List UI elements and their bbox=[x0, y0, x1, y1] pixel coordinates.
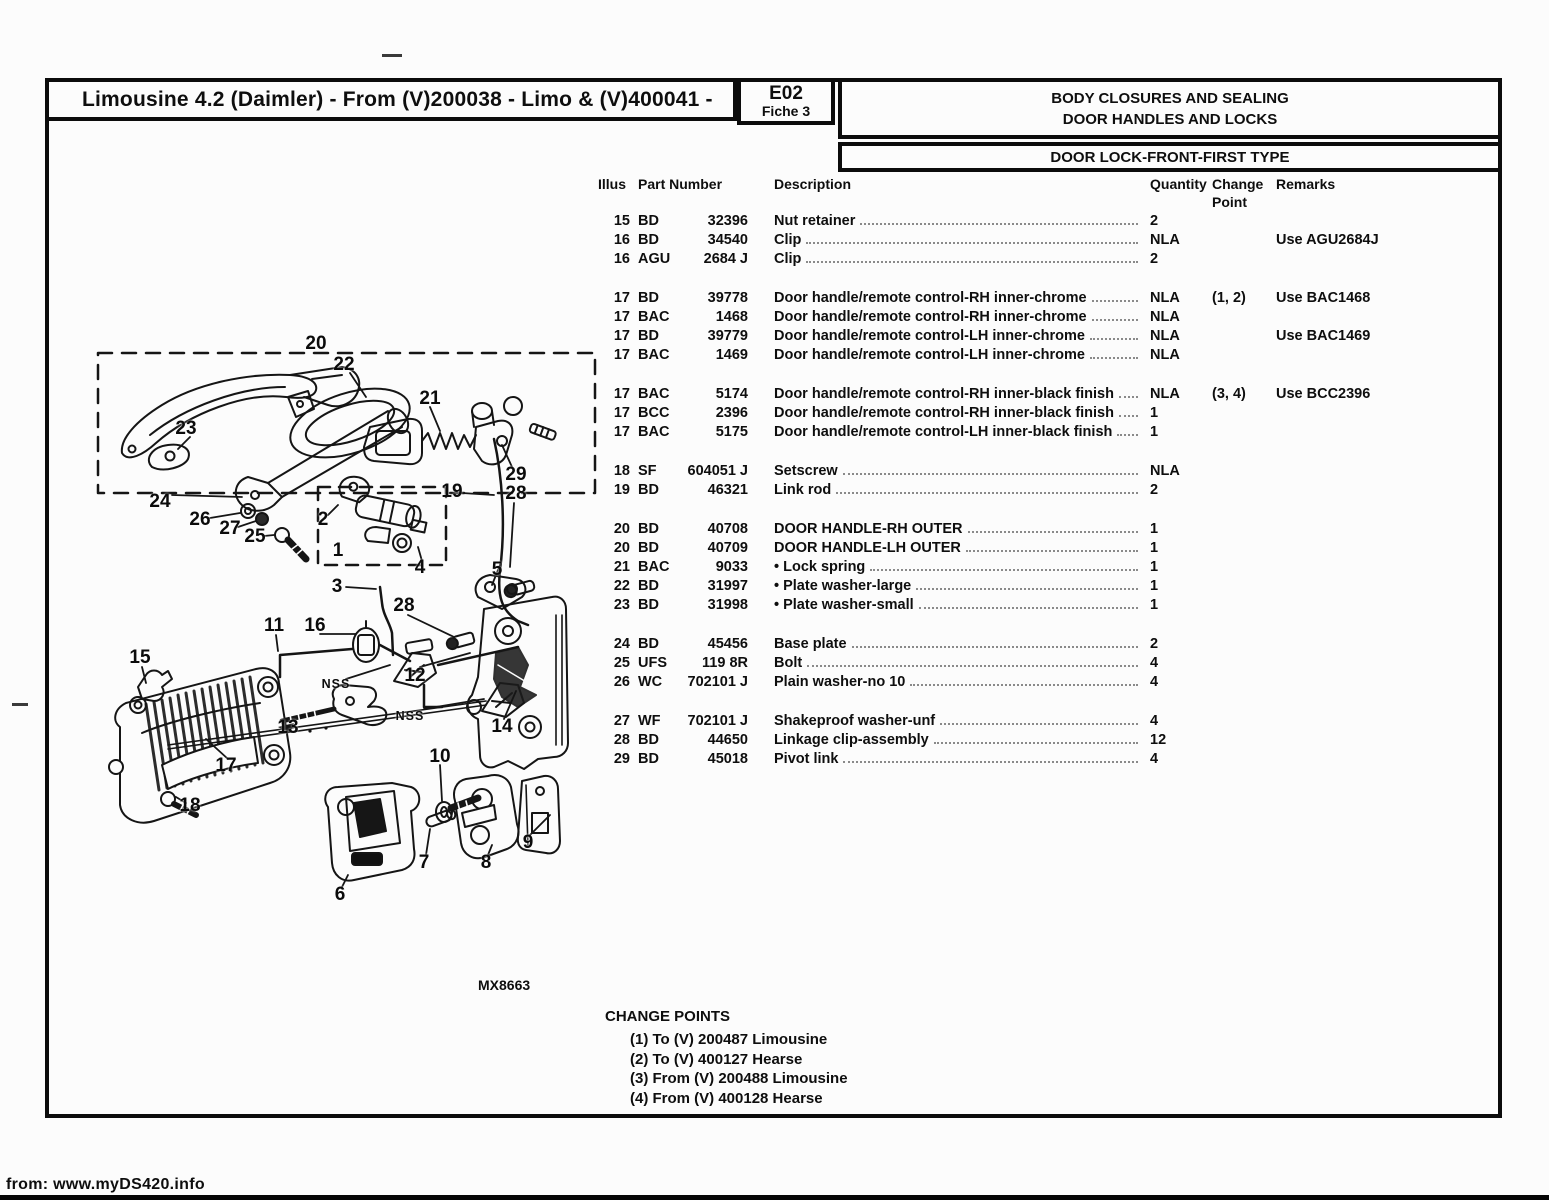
dot-leader bbox=[1119, 396, 1138, 398]
callout-28: 28 bbox=[393, 595, 415, 616]
section-title-line2: DOOR HANDLES AND LOCKS bbox=[1062, 110, 1278, 128]
cell-part-prefix: BD bbox=[638, 597, 659, 613]
cell-quantity: 4 bbox=[1150, 674, 1159, 690]
cell-quantity: 1 bbox=[1150, 559, 1159, 575]
cell-part-number: 34540 bbox=[707, 232, 748, 248]
scan-artifact bbox=[12, 703, 28, 706]
cell-quantity: 1 bbox=[1150, 521, 1159, 537]
cell-quantity: NLA bbox=[1150, 328, 1180, 344]
cell-part-prefix: BD bbox=[638, 482, 659, 498]
cell-part-prefix: BD bbox=[638, 751, 659, 767]
parts-table-group bbox=[598, 463, 1504, 501]
cell-quantity: 4 bbox=[1150, 751, 1159, 767]
cell-quantity: NLA bbox=[1150, 347, 1180, 363]
cell-illus: 17 bbox=[613, 290, 630, 306]
cell-quantity: 1 bbox=[1150, 597, 1159, 613]
callout-18: 18 bbox=[179, 795, 201, 816]
subsection-title: DOOR LOCK-FRONT-FIRST TYPE bbox=[1050, 148, 1290, 166]
cell-quantity: 1 bbox=[1150, 540, 1159, 556]
cell-illus: 15 bbox=[613, 213, 630, 229]
cell-quantity: NLA bbox=[1150, 309, 1180, 325]
cell-part-prefix: BD bbox=[638, 232, 659, 248]
cell-illus: 20 bbox=[613, 540, 630, 556]
cell-description: DOOR HANDLE-LH OUTER bbox=[774, 540, 1146, 556]
cell-quantity: NLA bbox=[1150, 463, 1180, 479]
dot-leader bbox=[916, 588, 1138, 590]
table-row bbox=[598, 309, 1504, 328]
callout-25: 25 bbox=[244, 526, 266, 547]
callout-3: 3 bbox=[331, 576, 343, 597]
cell-part-prefix: BD bbox=[638, 540, 659, 556]
cell-part-prefix: BAC bbox=[638, 309, 670, 325]
scan-artifact bbox=[382, 54, 402, 57]
parts-table-group bbox=[598, 636, 1504, 693]
dot-leader bbox=[1092, 300, 1138, 302]
callout-5: 5 bbox=[491, 559, 503, 580]
cell-illus: 17 bbox=[613, 424, 630, 440]
cell-illus: 17 bbox=[613, 405, 630, 421]
dot-leader bbox=[806, 242, 1138, 244]
callout-16: 16 bbox=[304, 615, 326, 636]
table-row bbox=[598, 655, 1504, 674]
cell-part-number: 702101 J bbox=[687, 674, 748, 690]
cell-quantity: 1 bbox=[1150, 405, 1159, 421]
table-row bbox=[598, 463, 1504, 482]
cell-illus: 26 bbox=[613, 674, 630, 690]
change-point-item: (3) From (V) 200488 Limousine bbox=[630, 1070, 848, 1087]
col-change-line2: Point bbox=[1212, 193, 1247, 210]
table-row bbox=[598, 251, 1504, 270]
parts-table-group bbox=[598, 386, 1504, 443]
callout-26: 26 bbox=[189, 509, 211, 530]
cell-part-number: 40708 bbox=[707, 521, 748, 537]
table-row bbox=[598, 713, 1504, 732]
parts-table-body bbox=[598, 213, 1504, 770]
callout-11: 11 bbox=[263, 615, 285, 636]
callout-12: 12 bbox=[404, 665, 426, 686]
cell-description: Door handle/remote control-RH inner-black finish bbox=[774, 386, 1146, 402]
callout-15: 15 bbox=[129, 647, 151, 668]
parts-table-group bbox=[598, 521, 1504, 616]
cell-part-prefix: BD bbox=[638, 578, 659, 594]
col-remarks: Remarks bbox=[1276, 176, 1336, 192]
callout-17: 17 bbox=[215, 755, 237, 776]
table-row bbox=[598, 674, 1504, 693]
cell-description: • Plate washer-large bbox=[774, 578, 1146, 594]
table-row bbox=[598, 347, 1504, 366]
cell-description: Nut retainer bbox=[774, 213, 1146, 229]
table-row bbox=[598, 405, 1504, 424]
cell-quantity: 4 bbox=[1150, 713, 1159, 729]
parts-table bbox=[598, 176, 1504, 790]
parts-table-group bbox=[598, 290, 1504, 366]
cell-illus: 27 bbox=[613, 713, 630, 729]
cell-illus: 17 bbox=[613, 328, 630, 344]
callout-7: 7 bbox=[418, 852, 430, 873]
striker-8 bbox=[454, 775, 519, 858]
cell-quantity: 2 bbox=[1150, 251, 1159, 267]
cell-quantity: NLA bbox=[1150, 232, 1180, 248]
cell-part-number: 45018 bbox=[707, 751, 748, 767]
dot-leader bbox=[807, 665, 1138, 667]
fiche-number: Fiche 3 bbox=[761, 103, 811, 120]
col-quantity: Quantity bbox=[1150, 176, 1207, 192]
callout-14: 14 bbox=[491, 716, 513, 737]
callout-nss: NSS bbox=[395, 709, 425, 723]
dot-leader bbox=[843, 473, 1138, 475]
parts-table-group bbox=[598, 213, 1504, 270]
latch-block-6 bbox=[325, 783, 419, 881]
table-row bbox=[598, 751, 1504, 770]
table-row bbox=[598, 328, 1504, 347]
col-change-line1: Change bbox=[1212, 176, 1264, 192]
lock-barrel bbox=[334, 474, 433, 533]
table-row bbox=[598, 521, 1504, 540]
change-points-list bbox=[605, 1030, 848, 1108]
cell-part-prefix: WC bbox=[638, 674, 663, 690]
change-points bbox=[605, 1008, 848, 1108]
callout-22: 22 bbox=[333, 354, 355, 375]
cell-part-number: 2396 bbox=[715, 405, 748, 421]
cell-change-point: (3, 4) bbox=[1212, 386, 1246, 402]
callout-21: 21 bbox=[419, 388, 441, 409]
cell-quantity: 2 bbox=[1150, 482, 1159, 498]
cell-description: Door handle/remote control-RH inner-black finish bbox=[774, 405, 1146, 421]
clip-16 bbox=[353, 628, 379, 662]
cell-illus: 22 bbox=[613, 578, 630, 594]
dot-leader bbox=[806, 261, 1138, 263]
callout-28: 28 bbox=[505, 483, 527, 504]
callout-nss: NSS bbox=[321, 677, 351, 691]
cell-quantity: 2 bbox=[1150, 213, 1159, 229]
cell-remarks: Use AGU2684J bbox=[1276, 232, 1379, 248]
cell-part-number: 32396 bbox=[707, 213, 748, 229]
cell-part-prefix: BAC bbox=[638, 424, 670, 440]
callout-10: 10 bbox=[429, 746, 451, 767]
callout-4: 4 bbox=[414, 557, 426, 578]
cell-quantity: 1 bbox=[1150, 578, 1159, 594]
fiche-reference-box bbox=[737, 78, 835, 125]
cell-part-number: 604051 J bbox=[687, 463, 748, 479]
callout-29: 29 bbox=[505, 464, 527, 485]
change-point-item: (4) From (V) 400128 Hearse bbox=[630, 1089, 823, 1107]
cell-part-prefix: BD bbox=[638, 290, 659, 306]
callout-24: 24 bbox=[149, 491, 171, 512]
cell-illus: 28 bbox=[613, 732, 630, 748]
subsection-title-box bbox=[838, 142, 1502, 172]
cell-part-prefix: BAC bbox=[638, 347, 670, 363]
dot-leader bbox=[968, 531, 1139, 533]
table-row bbox=[598, 636, 1504, 655]
cell-description: Base plate bbox=[774, 636, 1146, 652]
cell-description: Door handle/remote control-RH inner-chrome bbox=[774, 290, 1146, 306]
callout-1: 1 bbox=[332, 540, 344, 561]
cell-part-number: 31997 bbox=[707, 578, 748, 594]
callout-2: 2 bbox=[317, 509, 329, 530]
col-part-number: Part Number bbox=[638, 176, 723, 192]
cell-change-point: (1, 2) bbox=[1212, 290, 1246, 306]
cell-remarks: Use BAC1469 bbox=[1276, 328, 1371, 344]
callout-20: 20 bbox=[305, 333, 327, 354]
cell-part-prefix: UFS bbox=[638, 655, 667, 671]
cell-part-prefix: BAC bbox=[638, 559, 670, 575]
cell-part-prefix: BD bbox=[638, 732, 659, 748]
cell-illus: 24 bbox=[613, 636, 630, 652]
cell-illus: 29 bbox=[613, 751, 630, 767]
figure-code: MX8663 bbox=[478, 977, 531, 993]
dot-leader bbox=[940, 723, 1138, 725]
cell-description: • Lock spring bbox=[774, 559, 1146, 575]
cell-illus: 20 bbox=[613, 521, 630, 537]
change-point-item: (2) To (V) 400127 Hearse bbox=[630, 1050, 803, 1068]
callout-19: 19 bbox=[441, 481, 463, 502]
table-row bbox=[598, 424, 1504, 443]
cell-part-number: 119 8R bbox=[702, 655, 748, 671]
table-row bbox=[598, 213, 1504, 232]
dot-leader bbox=[860, 223, 1138, 225]
cell-part-prefix: BD bbox=[638, 636, 659, 652]
door-lock-body bbox=[467, 575, 568, 769]
cell-part-number: 31998 bbox=[707, 597, 748, 613]
dot-leader bbox=[1117, 434, 1138, 436]
col-change-point bbox=[1212, 176, 1276, 211]
dot-leader bbox=[852, 646, 1138, 648]
cell-part-number: 1468 bbox=[715, 309, 748, 325]
cell-quantity: 1 bbox=[1150, 424, 1159, 440]
cell-part-prefix: BD bbox=[638, 521, 659, 537]
cell-part-number: 39778 bbox=[707, 290, 748, 306]
dot-leader bbox=[843, 761, 1138, 763]
cell-description: Link rod bbox=[774, 482, 1146, 498]
dot-leader bbox=[836, 492, 1138, 494]
callout-13: 13 bbox=[277, 717, 299, 738]
door-handle-outer bbox=[122, 367, 359, 457]
dot-leader bbox=[919, 607, 1138, 609]
table-row bbox=[598, 732, 1504, 751]
cell-description: Shakeproof washer-unf bbox=[774, 713, 1146, 729]
cell-part-prefix: BD bbox=[638, 328, 659, 344]
page-title-text: Limousine 4.2 (Daimler) - From (V)200038 - Limo & (V)400041 - bbox=[82, 87, 713, 111]
cell-description: Pivot link bbox=[774, 751, 1146, 767]
col-description: Description bbox=[774, 176, 852, 192]
table-row bbox=[598, 290, 1504, 309]
cell-illus: 17 bbox=[613, 386, 630, 402]
callout-8: 8 bbox=[480, 852, 492, 873]
cell-quantity: 4 bbox=[1150, 655, 1159, 671]
table-row bbox=[598, 540, 1504, 559]
cell-part-number: 45456 bbox=[707, 636, 748, 652]
cell-quantity: 2 bbox=[1150, 636, 1159, 652]
cell-description: Setscrew bbox=[774, 463, 1146, 479]
cell-illus: 18 bbox=[613, 463, 630, 479]
cell-illus: 16 bbox=[613, 232, 630, 248]
table-row bbox=[598, 559, 1504, 578]
cell-description: Clip bbox=[774, 232, 1146, 248]
cell-part-prefix: SF bbox=[638, 463, 657, 479]
cell-quantity: 12 bbox=[1150, 732, 1167, 748]
cell-part-number: 9033 bbox=[715, 559, 748, 575]
cell-part-number: 5174 bbox=[715, 386, 748, 402]
cell-description: Plain washer-no 10 bbox=[774, 674, 1146, 690]
col-illus: Illus bbox=[598, 176, 627, 192]
cell-description: Clip bbox=[774, 251, 1146, 267]
cell-illus: 19 bbox=[613, 482, 630, 498]
barrel-clip bbox=[365, 527, 390, 543]
cell-part-prefix: WF bbox=[638, 713, 661, 729]
parts-table-group bbox=[598, 713, 1504, 770]
cell-part-number: 702101 J bbox=[687, 713, 748, 729]
cell-illus: 17 bbox=[613, 309, 630, 325]
section-title-box bbox=[838, 78, 1502, 139]
dot-leader bbox=[870, 569, 1138, 571]
scan-bottom-edge bbox=[0, 1195, 1549, 1200]
change-point-item: (1) To (V) 200487 Limousine bbox=[630, 1031, 828, 1048]
dot-leader bbox=[1119, 415, 1138, 417]
dot-leader bbox=[1090, 338, 1138, 340]
dot-leader bbox=[934, 742, 1138, 744]
cell-part-number: 2684 J bbox=[703, 251, 748, 267]
callout-23: 23 bbox=[175, 418, 197, 439]
cell-illus: 21 bbox=[613, 559, 630, 575]
cell-description: Door handle/remote control-LH inner-chrome bbox=[774, 328, 1146, 344]
callout-9: 9 bbox=[522, 832, 534, 853]
cell-part-number: 1469 bbox=[715, 347, 748, 363]
cell-quantity: NLA bbox=[1150, 386, 1180, 402]
change-points-title: CHANGE POINTS bbox=[605, 1008, 731, 1025]
cell-part-number: 39779 bbox=[707, 328, 748, 344]
cell-part-number: 46321 bbox=[707, 482, 748, 498]
escutcheon-bracket bbox=[288, 391, 314, 417]
cell-part-number: 5175 bbox=[715, 424, 748, 440]
linkage-clip-right bbox=[503, 579, 535, 598]
cell-quantity: NLA bbox=[1150, 290, 1180, 306]
dot-leader bbox=[910, 684, 1138, 686]
table-row bbox=[598, 482, 1504, 501]
cell-description: Bolt bbox=[774, 655, 1146, 671]
fiche-code: E02 bbox=[769, 83, 803, 105]
cell-description: Linkage clip-assembly bbox=[774, 732, 1146, 748]
table-row bbox=[598, 232, 1504, 251]
parts-table-header bbox=[598, 176, 1504, 213]
cell-illus: 25 bbox=[613, 655, 630, 671]
dot-leader bbox=[966, 550, 1138, 552]
cell-part-number: 40709 bbox=[707, 540, 748, 556]
callout-6: 6 bbox=[334, 884, 346, 905]
cell-description: Door handle/remote control-LH inner-black finish bbox=[774, 424, 1146, 440]
cell-description: Door handle/remote control-LH inner-chrome bbox=[774, 347, 1146, 363]
page-title bbox=[45, 78, 737, 121]
cell-description: • Plate washer-small bbox=[774, 597, 1146, 613]
plate-washer-small bbox=[149, 445, 189, 470]
source-credit: from: www.myDS420.info bbox=[6, 1176, 205, 1193]
table-row bbox=[598, 597, 1504, 616]
cell-part-prefix: BCC bbox=[638, 405, 670, 421]
cell-remarks: Use BCC2396 bbox=[1276, 386, 1371, 402]
cell-part-prefix: BAC bbox=[638, 386, 670, 402]
cell-illus: 17 bbox=[613, 347, 630, 363]
cell-part-prefix: AGU bbox=[638, 251, 671, 267]
dot-leader bbox=[1090, 357, 1138, 359]
bolt-25 bbox=[275, 528, 306, 559]
cell-illus: 23 bbox=[613, 597, 630, 613]
cell-description: Door handle/remote control-RH inner-chrome bbox=[774, 309, 1146, 325]
cell-description: DOOR HANDLE-RH OUTER bbox=[774, 521, 1146, 537]
cell-part-prefix: BD bbox=[638, 213, 659, 229]
table-row bbox=[598, 386, 1504, 405]
section-title-line1: BODY CLOSURES AND SEALING bbox=[1051, 89, 1289, 107]
callout-27: 27 bbox=[219, 518, 241, 539]
table-row bbox=[598, 578, 1504, 597]
cell-part-number: 44650 bbox=[707, 732, 748, 748]
cell-remarks: Use BAC1468 bbox=[1276, 290, 1371, 306]
dot-leader bbox=[1092, 319, 1138, 321]
cell-illus: 16 bbox=[613, 251, 630, 267]
